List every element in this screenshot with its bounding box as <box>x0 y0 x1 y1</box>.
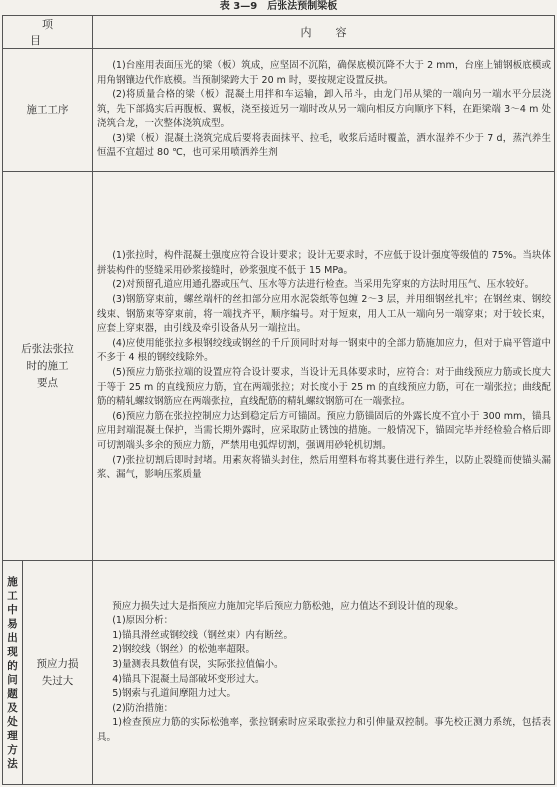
paragraph: 预应力损失过大是指预应力施加完毕后预应力筋松弛，应力值达不到设计值的现象。 <box>112 600 464 612</box>
vertical-label-char: 工 <box>7 589 18 602</box>
paragraph: 1)检查预应力筋的实际松弛率，张拉钢索时应采取张拉力和引伸量双控制。事先校正测力系统，包括表具。 <box>97 717 551 743</box>
vertical-label-char: 易 <box>7 617 18 630</box>
paragraph: (4)应使用能张拉多根钢绞线或钢丝的千斤顶同时对每一钢束中的全部力筋施加应力，但对于扁平管道中不多于 4 根的钢绞线除外。 <box>97 337 551 364</box>
vertical-label-char: 法 <box>7 757 18 770</box>
paragraph: (2)将质量合格的梁（板）混凝土用拌和车运输，卸入吊斗，由龙门吊从梁的一端向另一端水平分层浇筑，先下部捣实后再腹板、翼板，浇至接近另一端时改从另一端向相反方向顺序下料，在距梁端 3～4 m 处浇筑合龙，一次整体浇筑成型。 <box>97 89 551 130</box>
row-content-construction-process <box>93 49 555 172</box>
paragraph: (1)台座用表面压光的梁（板）筑成，应坚固不沉陷，确保底模沉降不大于 2 mm，台座上铺钢板底模或用角钢镶边代作底模。当预制梁跨大于 20 m 时，要按规定设置反拱。 <box>97 59 551 86</box>
table-row-prestress-loss <box>3 561 555 785</box>
row-content-prestress-loss <box>93 561 555 785</box>
paragraph: 1)锚具滑丝或钢绞线（钢丝束）内有断丝。 <box>112 629 293 641</box>
table-row-tensioning-points <box>3 172 555 561</box>
table-title: 表 3—9 后张法预制梁板 <box>219 1 338 12</box>
paragraph: (1)张拉时，构件混凝土强度应符合设计要求；设计无要求时，不应低于设计强度等级值的 75%。当块体拼装构件的竖缝采用砂浆接缝时，砂浆强度不低于 15 MPa。 <box>97 250 551 276</box>
table-row-construction-process <box>3 49 555 172</box>
vertical-label-char: 方 <box>7 743 18 756</box>
paragraph: (3)钢筋穿束前，螺丝端杆的丝扣部分应用水泥袋纸等包缠 2～3 层，并用细钢丝扎牢；在钢丝束、钢绞线束、钢筋束等穿束前，将一端找齐平，顺序编号。对于短束，用人工从一端向另一端穿束；对于较长束，应套上穿束器，由引线及牵引设备从另一端拉出。 <box>97 294 551 335</box>
header-item-column: 项目 <box>3 16 93 49</box>
paragraph: (7)张拉切割后即时封堵。用素灰将锚头封住，然后用塑料布将其裹住进行养生，以防止裂缝而使锚头漏浆、漏气，影响压浆质量 <box>97 454 551 481</box>
vertical-label-char: 现 <box>7 645 18 658</box>
vertical-section-label <box>3 561 23 785</box>
paragraph: (1)原因分析： <box>112 615 174 627</box>
paragraph: (2)对预留孔道应用通孔器或压气、压水等方法进行检查。当采用先穿束的方法时用压气、压水较好。 <box>112 279 535 291</box>
paragraph: 4)锚具下混凝土局部破坏变形过大。 <box>112 673 265 685</box>
table-header-row <box>3 16 555 49</box>
vertical-label-char: 施 <box>7 575 18 588</box>
paragraph: 5)钢索与孔道间摩阻力过大。 <box>112 688 236 700</box>
paragraph: (6)预应力筋在张拉控制应力达到稳定后方可锚固。预应力筋锚固后的外露长度不宜小于 300 mm，锚具应用封端混凝土保护，当需长期外露时，应采取防止锈蚀的措施。一般情况下，锚固完毕并经检验合格后即可切割端头多余的预应力筋，严禁用电弧焊切割，强调用砂轮机切割。 <box>97 410 551 451</box>
vertical-label-char: 的 <box>7 659 18 672</box>
row-content-tensioning-points <box>93 172 555 561</box>
paragraph: 2)钢绞线（钢丝）的松弛率超限。 <box>112 644 255 656</box>
row-label-prestress-loss: 预应力损 失过大 <box>23 561 93 785</box>
vertical-label-char: 题 <box>7 687 18 700</box>
row-label-tensioning-points: 后张法张拉 时的施工 要点 <box>3 172 93 561</box>
header-content-column: 内容 <box>93 16 555 49</box>
paragraph: 3)量测表具数值有误，实际张拉值偏小。 <box>112 658 284 670</box>
vertical-label-char: 中 <box>7 603 18 616</box>
vertical-label-char: 出 <box>7 631 18 644</box>
row-label-construction-process: 施工工序 <box>3 49 93 172</box>
paragraph: (2)防治措施： <box>112 702 174 714</box>
vertical-label-char: 及 <box>7 701 18 714</box>
paragraph: (3)梁（板）混凝土浇筑完成后要将表面抹平、拉毛，收浆后适时覆盖，洒水湿养不少于 7 d，蒸汽养生恒温不宜超过 80 ℃，也可采用喷洒养生剂 <box>97 132 551 159</box>
vertical-label-char: 处 <box>7 715 18 728</box>
vertical-label-char: 问 <box>7 673 18 686</box>
construction-table <box>2 15 555 785</box>
paragraph: (5)预应力筋张拉端的设置应符合设计要求，当设计无具体要求时，应符合：对于曲线预应力筋或长度大于等于 25 m 的直线预应力筋，宜在两端张拉；对长度小于 25 m 的直线预应力筋，可在一端张拉；曲线配筋的精轧螺纹钢筋应在两端张拉，直线配筋的精轧螺纹钢筋可在一端张拉。 <box>97 367 551 408</box>
vertical-label-char: 理 <box>7 729 18 742</box>
